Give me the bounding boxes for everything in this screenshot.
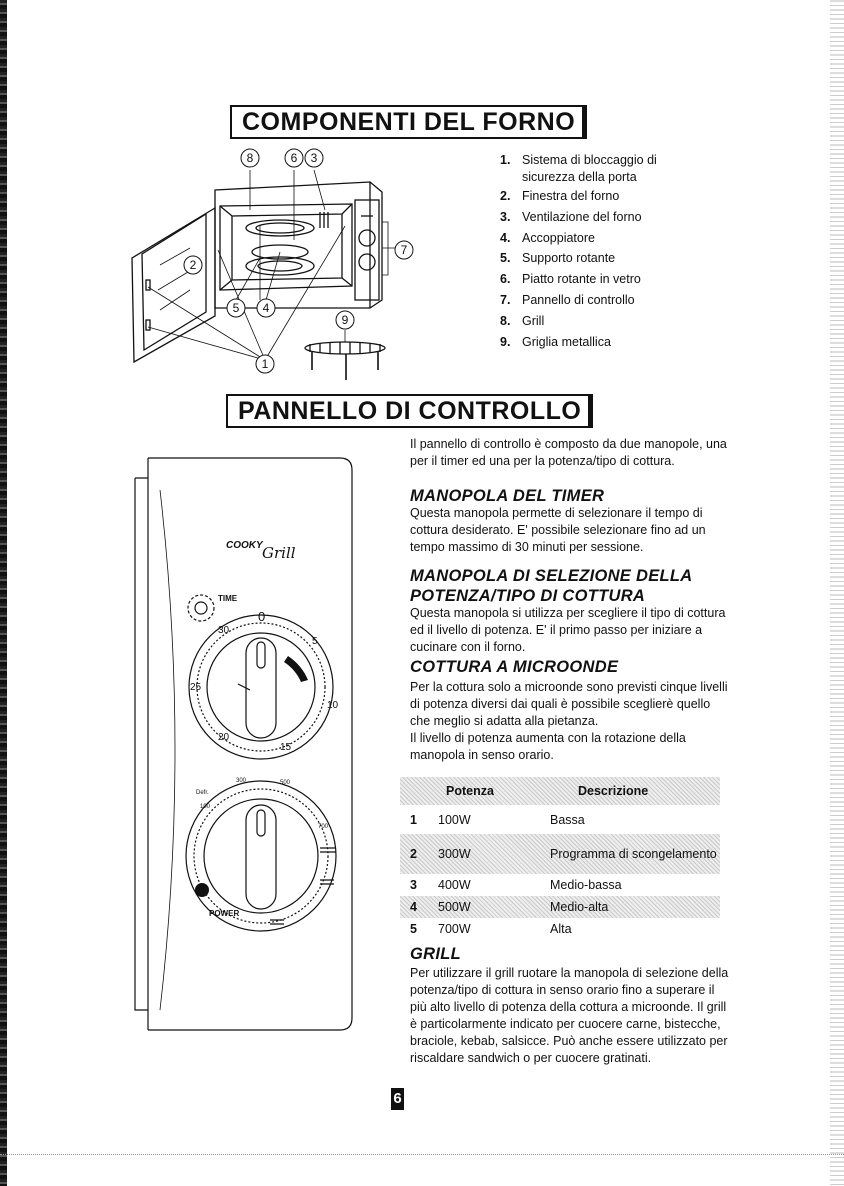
- selector-heading-1: MANOPOLA DI SELEZIONE DELLA: [410, 567, 693, 585]
- table-row: 3 400W Medio-bassa: [410, 878, 622, 892]
- power-mark-700: 700: [318, 824, 329, 830]
- microwave-block: [410, 659, 730, 764]
- table-row: 2 300W Programma di scongelamento: [400, 834, 720, 874]
- selector-block: [410, 568, 730, 656]
- callout-4: 4: [262, 301, 270, 315]
- list-item: 7. Pannello di controllo: [500, 292, 635, 307]
- table-row: 5 700W Alta: [410, 922, 572, 936]
- list-item: 4. Accoppiatore: [500, 230, 595, 245]
- callout-9: 9: [341, 313, 349, 327]
- callout-3: 3: [310, 151, 318, 165]
- intro-block: [410, 436, 730, 470]
- components-section-title: COMPONENTI DEL FORNO: [230, 105, 587, 139]
- grill-text: Per utilizzare il grill ruotare la manopola di selezione della potenza/tipo di cottura in senso orario fino a superare il più alto livello di potenza della cottura a microonde. Il grill è particolarmente indicato per cuocere carne, bistecche, braciole, kebab, salsicce. Può anche essere utilizzato per riscaldare sandwich o per cuocere gratinati.: [410, 966, 729, 1065]
- timer-mark-25: 25: [190, 682, 202, 693]
- header-power: Potenza: [446, 784, 494, 798]
- power-table: [400, 777, 720, 940]
- grill-block: [410, 946, 730, 1067]
- scan-edge-bottom: [0, 1154, 844, 1156]
- timer-mark-10: 10: [327, 700, 339, 711]
- callout-7: 7: [400, 243, 408, 257]
- timer-mark-20: 20: [218, 732, 230, 743]
- callout-1: 1: [261, 357, 269, 371]
- table-row: 1 100W Bassa: [410, 812, 585, 827]
- callout-5: 5: [232, 301, 240, 315]
- list-item: 8. Grill: [500, 313, 545, 328]
- timer-heading: MANOPOLA DEL TIMER: [410, 487, 605, 505]
- table-row: 4 500W Medio-alta: [400, 896, 720, 918]
- timer-block: [410, 488, 730, 556]
- timer-text: Questa manopola permette di selezionare il tempo di cottura desiderato. E' possibile selezionare fino ad un tempo massimo di 30 minuti per sessione.: [410, 506, 706, 554]
- time-label: TIME: [218, 594, 238, 603]
- page-number: 6: [391, 1088, 404, 1110]
- callout-8: 8: [246, 151, 254, 165]
- brand-script-label: Grill: [262, 544, 296, 562]
- callout-2: 2: [189, 258, 197, 272]
- grill-heading: GRILL: [410, 945, 461, 963]
- power-mark-defrost: Defr.: [196, 790, 209, 796]
- scan-edge-left: [0, 0, 7, 1186]
- microwave-heading: COTTURA A MICROONDE: [410, 658, 619, 676]
- oven-diagram: [120, 140, 420, 385]
- microwave-text-2: Il livello di potenza aumenta con la rotazione della manopola in senso orario.: [410, 731, 686, 762]
- brand-label: COOKY: [226, 540, 263, 551]
- list-item: 6. Piatto rotante in vetro: [500, 272, 641, 287]
- intro-text: Il pannello di controllo è composto da due manopole, una per il timer ed una per la potenza/tipo di cottura.: [410, 437, 727, 468]
- list-item: 1. Sistema di bloccaggio di sicurezza della porta: [500, 153, 657, 184]
- table-header: [400, 777, 720, 805]
- timer-mark-15: 15: [280, 742, 292, 753]
- list-item: 5. Supporto rotante: [500, 251, 616, 266]
- list-item: 3. Ventilazione del forno: [500, 209, 642, 224]
- power-label: POWER: [209, 909, 240, 918]
- selector-heading-2: POTENZA/TIPO DI COTTURA: [410, 587, 646, 605]
- scan-edge-right: [830, 0, 844, 1186]
- power-mark-100: 100: [200, 804, 211, 810]
- components-list: [500, 150, 710, 352]
- power-mark-300: 300: [236, 778, 247, 784]
- timer-mark-5: 5: [312, 636, 318, 647]
- callout-6: 6: [290, 151, 298, 165]
- control-panel-section-title: PANNELLO DI CONTROLLO: [226, 394, 593, 428]
- timer-mark-30: 30: [218, 625, 230, 636]
- microwave-text-1: Per la cottura solo a microonde sono previsti cinque livelli di potenza diversi dai quali è possibile sceglierè quello che meglio si adatta alla pietanza.: [410, 680, 728, 728]
- list-item: 2. Finestra del forno: [500, 189, 620, 203]
- selector-text: Questa manopola si utilizza per scegliere il tipo di cottura ed il livello di potenza. E' il primo passo per iniziare a cucinare con il forno.: [410, 606, 726, 654]
- power-mark-500: 500: [280, 780, 291, 786]
- timer-mark-0: 0: [258, 609, 266, 624]
- header-description: Descrizione: [578, 784, 649, 798]
- list-item: 9. Griglia metallica: [500, 334, 611, 349]
- control-panel-diagram: [130, 450, 360, 1035]
